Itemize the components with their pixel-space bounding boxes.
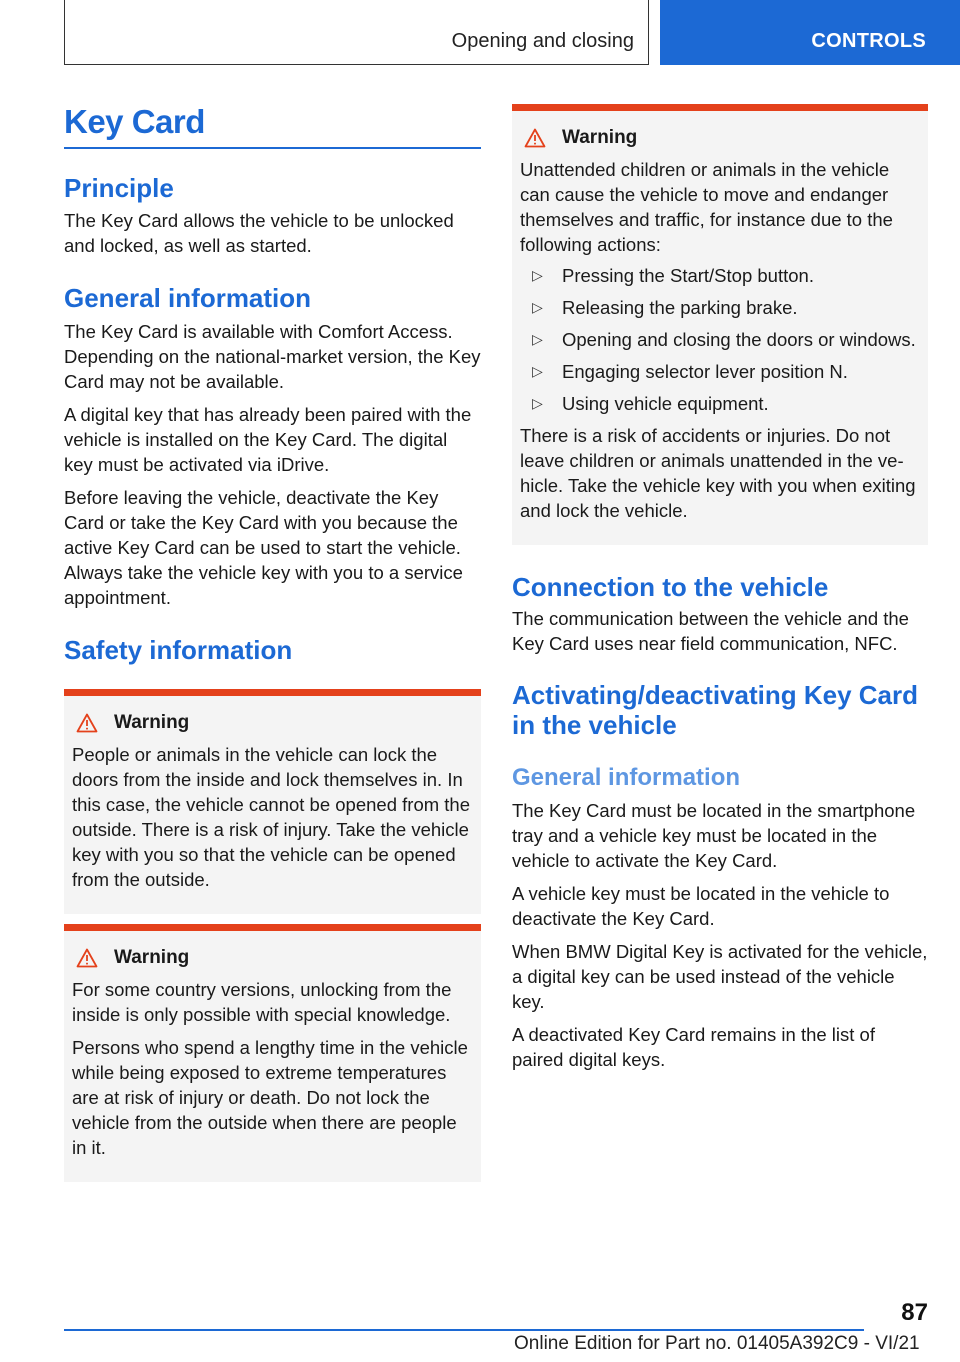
header-chapter-label: CONTROLS — [811, 30, 926, 52]
list-item: ▷ Using vehicle equipment. — [532, 393, 769, 414]
principle-text: The Key Card allows the vehicle to be unlocked and locked, as well as started. — [64, 210, 454, 256]
left-column — [64, 102, 481, 1182]
warning-box — [512, 104, 928, 545]
activating-paragraph: When BMW Digital Key is activated for the vehicle, a digital key can be used instead of the vehicle key. — [512, 941, 928, 1012]
list-item: ▷ Opening and closing the doors or windows. — [532, 329, 916, 350]
warning-triangle-icon — [76, 948, 98, 968]
connection-heading: Connection to the vehicle — [512, 572, 829, 602]
bullet-triangle-icon: ▷ — [532, 363, 543, 379]
general-info-heading: General information — [64, 283, 312, 313]
bullet-triangle-icon: ▷ — [532, 299, 543, 315]
footer-edition-text: Online Edition for Part no. 01405A392C9 - VI/21 — [514, 1333, 920, 1354]
bullet-triangle-icon: ▷ — [532, 331, 543, 347]
warning-box — [64, 689, 481, 914]
activating-paragraph: A vehicle key must be located in the vehicle to deactivate the Key Card. — [512, 883, 890, 929]
warning-triangle-icon — [524, 128, 546, 148]
activating-paragraph: The Key Card must be located in the smartphone tray and a vehicle key must be located in the vehicle to activate the Key Card. — [512, 800, 916, 871]
activating-subheading: General information — [512, 764, 741, 791]
warning-triangle-icon — [76, 713, 98, 733]
warning-text: Persons who spend a lengthy time in the vehicle while being exposed to extreme temperatures are at risk of injury or death. Do not lock the vehicle from the outside when there are people in it. — [72, 1037, 468, 1158]
warning-box — [64, 924, 481, 1182]
header-section-title: Opening and closing — [451, 30, 634, 52]
page-title: Key Card — [64, 103, 205, 140]
warning-header — [520, 125, 920, 151]
warning-action-list — [520, 263, 920, 416]
bullet-triangle-icon: ▷ — [532, 395, 543, 411]
page-number: 87 — [901, 1299, 928, 1326]
general-info-paragraph: The Key Card is available with Comfort Access. Depending on the national-market version, the Key Card may not be available. — [64, 321, 481, 392]
header-section-box — [64, 0, 649, 65]
bullet-triangle-icon: ▷ — [532, 267, 543, 283]
title-divider — [64, 147, 481, 149]
general-info-paragraph: Before leaving the vehicle, deactivate the Key Card or take the Key Card with you because the active Key Card can be used to start the vehicle. Always take the vehicle key with you to a service appointment. — [64, 487, 463, 608]
list-item: ▷ Engaging selector lever position N. — [532, 361, 848, 382]
safety-info-heading: Safety information — [64, 635, 293, 665]
warning-label: Warning — [114, 947, 190, 968]
connection-text: The communication between the vehicle and the Key Card uses near field communication, NFC. — [512, 608, 909, 654]
activating-heading: Activating/deactivating Key Card in the vehicle — [512, 680, 918, 740]
warning-text: People or animals in the vehicle can lock the doors from the inside and lock themselves in. In this case, the vehicle cannot be opened from the outside. There is a risk of injury. Take the vehicle key with you so that the vehicle can be opened from the outside. — [72, 744, 471, 890]
warning-label: Warning — [114, 712, 190, 733]
warning-header — [72, 710, 473, 736]
warning-label: Warning — [562, 127, 638, 148]
warning-text: For some country versions, unlocking from the inside is only possible with special knowledge. — [72, 979, 452, 1025]
header-chapter-tab[interactable] — [660, 0, 960, 65]
activating-paragraph: A deactivated Key Card remains in the list of paired digital keys. — [512, 1024, 875, 1070]
warning-text: Unattended children or animals in the vehicle can cause the vehicle to move and endanger themselves and traffic, for instance due to the following actions: — [520, 159, 893, 255]
list-item: ▷ Releasing the parking brake. — [532, 297, 798, 318]
general-info-paragraph: A digital key that has already been paired with the vehicle is installed on the Key Card. The digital key must be activated via iDrive. — [64, 404, 472, 475]
right-column — [512, 104, 928, 1072]
principle-heading: Principle — [64, 173, 174, 203]
warning-text: There is a risk of accidents or injuries. Do not leave children or animals unattended in the vehicle. Take the vehicle key with you when exiting and lock the vehicle. — [520, 425, 916, 521]
warning-header — [72, 945, 473, 971]
list-item: ▷ Pressing the Start/Stop button. — [532, 265, 814, 286]
footer-divider — [64, 1329, 864, 1331]
